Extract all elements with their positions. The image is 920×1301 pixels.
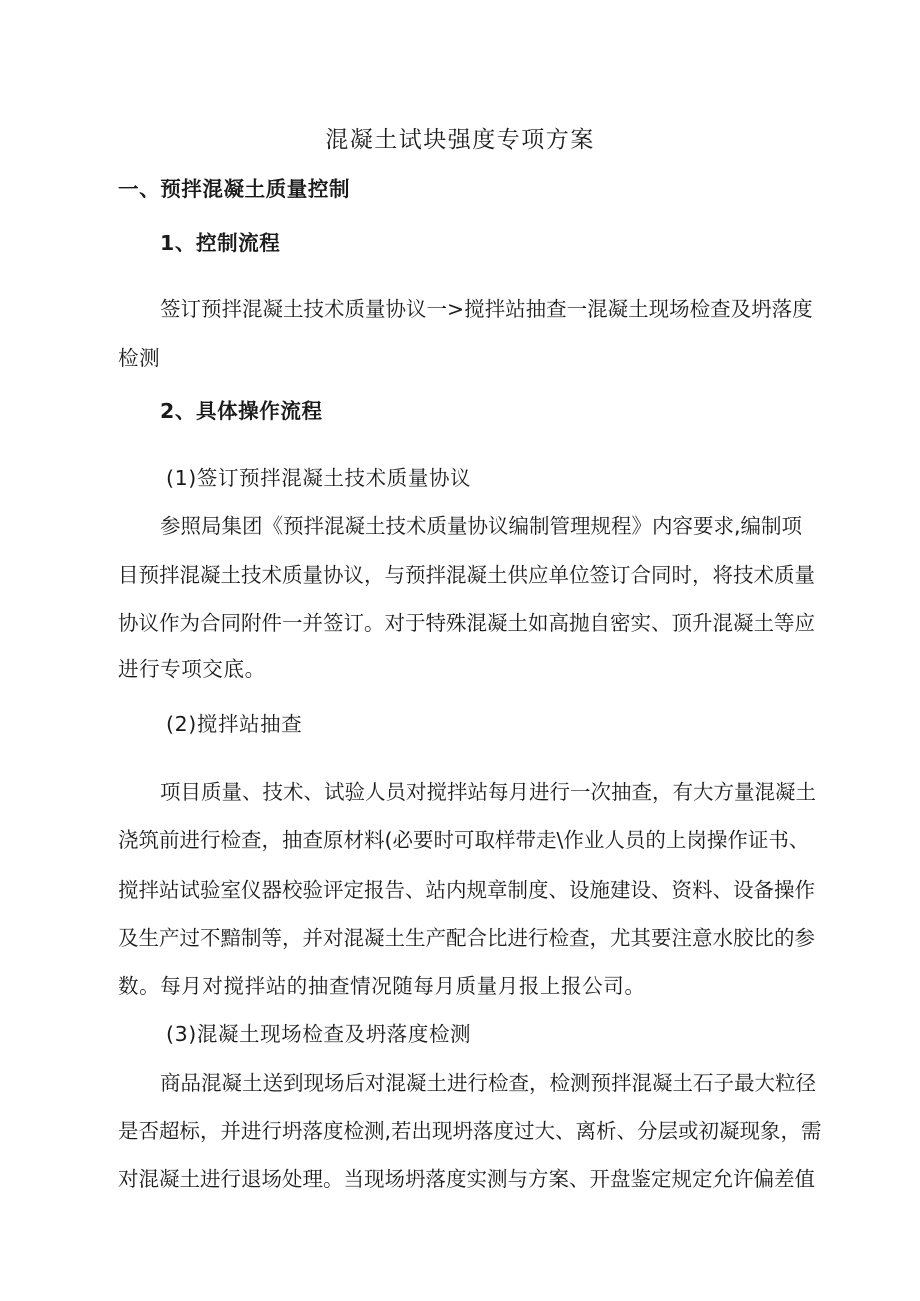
paragraph-line: 浇筑前进行检查，抽查原材料(必要时可取样带走\作业人员的上岗操作证书、 [118, 828, 810, 852]
paragraph-line: 商品混凝土送到现场后对混凝土进行检查，检测预拌混凝土石子最大粒径 [160, 1071, 816, 1095]
paragraph-line: 搅拌站试验室仪器校验评定报告、站内规章制度、设施建设、资料、设备操作 [118, 878, 815, 902]
paragraph-line: 检测 [118, 346, 161, 370]
paragraph-line: 目预拌混凝土技术质量协议，与预拌混凝土供应单位签订合同时，将技术质量 [118, 563, 815, 587]
item-heading: (3)混凝土现场检查及坍落度检测 [166, 1022, 472, 1046]
subsection-heading: 2、具体操作流程 [160, 399, 323, 423]
paragraph-line: 及生产过不黯制等，并对混凝土生产配合比进行检查，尤其要注意水胶比的参 [118, 926, 815, 950]
paragraph-line: 进行专项交底。 [118, 657, 266, 681]
paragraph-line: 对混凝土进行退场处理。当现场坍落度实测与方案、开盘鉴定规定允许偏差值 [118, 1167, 815, 1191]
item-heading: (2)搅拌站抽查 [166, 712, 303, 736]
paragraph-line: 协议作为合同附件一并签订。对于特殊混凝土如高抛自密实、顶升混凝土等应 [118, 611, 815, 635]
paragraph-line: 数。每月对搅拌站的抽查情况随每月质量月报上报公司。 [118, 974, 646, 998]
document-title: 混凝土试块强度专项方案 [325, 127, 595, 153]
subsection-heading: 1、控制流程 [160, 231, 281, 255]
paragraph-line: 是否超标，并进行坍落度检测,若出现坍落度过大、离析、分层或初凝现象，需 [118, 1119, 822, 1143]
paragraph-line: 签订预拌混凝土技术质量协议一>搅拌站抽查一混凝土现场检查及坍落度 [160, 297, 813, 321]
paragraph-line: 参照局集团《预拌混凝土技术质量协议编制管理规程》内容要求,编制项 [160, 514, 803, 538]
section-heading: 一、预拌混凝土质量控制 [118, 177, 351, 201]
paragraph-line: 项目质量、技术、试验人员对搅拌站每月进行一次抽查，有大方量混凝土 [160, 780, 816, 804]
item-heading: (1)签订预拌混凝土技术质量协议 [166, 466, 472, 490]
